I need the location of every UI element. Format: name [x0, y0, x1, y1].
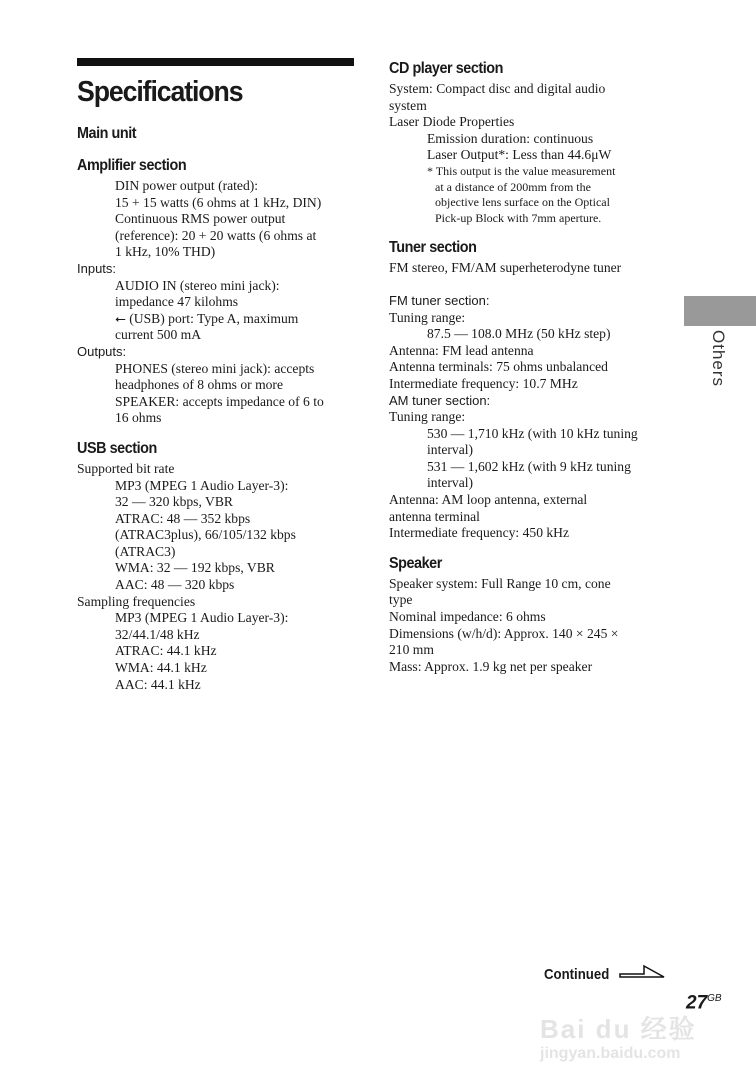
spec-line: Dimensions (w/h/d): Approx. 140 × 245 ×	[389, 625, 619, 641]
spec-line: AAC: 48 — 320 kbps	[115, 577, 235, 593]
subsection-label: FM tuner section:	[389, 292, 490, 308]
spec-line: (reference): 20 + 20 watts (6 ohms at	[115, 227, 317, 243]
footnote-line	[389, 180, 669, 196]
side-tab-label: Others	[709, 330, 728, 388]
spec-line: Speaker system: Full Range 10 cm, cone	[389, 575, 611, 591]
spec-line: headphones of 8 ohms or more	[115, 377, 283, 393]
spec-line: type	[389, 592, 413, 608]
spec-line: 16 ohms	[115, 410, 162, 426]
spec-line: 530 — 1,710 kHz (with 10 kHz tuning	[427, 425, 638, 441]
spec-line: Intermediate frequency: 10.7 MHz	[389, 375, 578, 391]
spec-line: System: Compact disc and digital audio	[389, 81, 606, 96]
subsection-label: Outputs:	[77, 343, 127, 359]
spec-line: Mass: Approx. 1.9 kg net per speaker	[389, 658, 593, 674]
spec-line: interval)	[427, 475, 474, 491]
page-number-suffix: GB	[707, 993, 722, 1004]
footnote-line	[389, 211, 669, 227]
spec-line: SPEAKER: accepts impedance of 6 to	[115, 393, 324, 409]
spec-line: system	[389, 97, 427, 113]
spec-line: MP3 (MPEG 1 Audio Layer-3):	[115, 610, 289, 626]
watermark-logo: Bai du 经验	[540, 1014, 697, 1044]
section-heading: USB section	[77, 439, 157, 457]
spec-line: Nominal impedance: 6 ohms	[389, 609, 546, 625]
section-heading: Speaker	[389, 554, 442, 572]
section-heading: Tuner section	[389, 239, 477, 257]
spec-line: Supported bit rate	[77, 460, 175, 476]
footnote-line	[389, 195, 669, 211]
continued-label: Continued	[544, 966, 610, 983]
spec-line: Tuning range:	[389, 409, 466, 425]
spec-line: 210 mm	[389, 642, 434, 658]
spec-line: DIN power output (rated):	[115, 178, 259, 193]
spec-line: Intermediate frequency: 450 kHz	[389, 525, 570, 541]
spec-line: impedance 47 kilohms	[115, 294, 239, 310]
spec-line: WMA: 32 — 192 kbps, VBR	[115, 560, 275, 576]
page-number	[686, 988, 722, 1014]
spec-line: AUDIO IN (stereo mini jack):	[115, 277, 280, 293]
section-heading: CD player section	[389, 60, 503, 77]
page-title: Specifications	[77, 76, 243, 108]
side-tab	[684, 296, 756, 326]
spec-line: Laser Diode Properties	[389, 114, 515, 130]
subsection-label: AM tuner section:	[389, 392, 491, 408]
title-rule	[77, 58, 354, 66]
spec-line: 531 — 1,602 kHz (with 9 kHz tuning	[427, 458, 631, 474]
spec-line: AAC: 44.1 kHz	[115, 676, 201, 692]
spec-line: ⭠ (USB) port: Type A, maximum	[115, 310, 299, 326]
watermark	[540, 1014, 697, 1064]
spacer	[389, 277, 669, 293]
spec-line: 15 + 15 watts (6 ohms at 1 kHz, DIN)	[115, 194, 322, 210]
watermark-url: jingyan.baidu.com	[540, 1045, 681, 1062]
section-heading: Amplifier section	[77, 157, 187, 174]
subsection-label: Inputs:	[77, 260, 117, 276]
spec-line: Antenna: AM loop antenna, external	[389, 492, 588, 508]
spec-line: 32 — 320 kbps, VBR	[115, 494, 233, 510]
footnote-text: Pick-up Block with 7mm aperture.	[435, 210, 602, 225]
footnote-text: objective lens surface on the Optical	[435, 195, 610, 210]
spec-line: Laser Output*: Less than 44.6μW	[427, 147, 612, 163]
spec-line: FM stereo, FM/AM superheterodyne tuner	[389, 260, 622, 276]
spec-line: interval)	[427, 442, 474, 458]
spec-line: 87.5 — 108.0 MHz (50 kHz step)	[427, 326, 611, 342]
spec-line: ATRAC: 48 — 352 kbps	[115, 510, 251, 526]
spec-line: Continuous RMS power output	[115, 211, 286, 227]
spec-line: MP3 (MPEG 1 Audio Layer-3):	[115, 477, 289, 493]
spec-line: ATRAC: 44.1 kHz	[115, 643, 217, 659]
right-column	[389, 59, 669, 675]
spec-line: 32/44.1/48 kHz	[115, 626, 200, 642]
page-number-value: 27	[686, 992, 708, 1014]
section-heading: Main unit	[77, 125, 137, 142]
spec-line: current 500 mA	[115, 327, 202, 343]
spec-line: Antenna terminals: 75 ohms unbalanced	[389, 359, 608, 375]
spec-line: PHONES (stereo mini jack): accepts	[115, 360, 315, 376]
spec-line: Antenna: FM lead antenna	[389, 342, 534, 358]
left-column	[77, 58, 357, 693]
spec-line: antenna terminal	[389, 508, 480, 524]
footnote-line	[389, 164, 669, 180]
spec-line: 1 kHz, 10% THD)	[115, 244, 216, 260]
continued-arrow-icon	[618, 962, 668, 982]
spec-line: Sampling frequencies	[77, 593, 196, 609]
spec-line: WMA: 44.1 kHz	[115, 660, 207, 676]
spec-line: (ATRAC3plus), 66/105/132 kbps	[115, 527, 296, 543]
footnote-text: * This output is the value measurement	[427, 163, 616, 178]
spec-line: (ATRAC3)	[115, 543, 176, 559]
spec-line: Tuning range:	[389, 309, 466, 325]
footnote-text: at a distance of 200mm from the	[435, 179, 591, 194]
spec-line: Emission duration: continuous	[427, 130, 594, 146]
